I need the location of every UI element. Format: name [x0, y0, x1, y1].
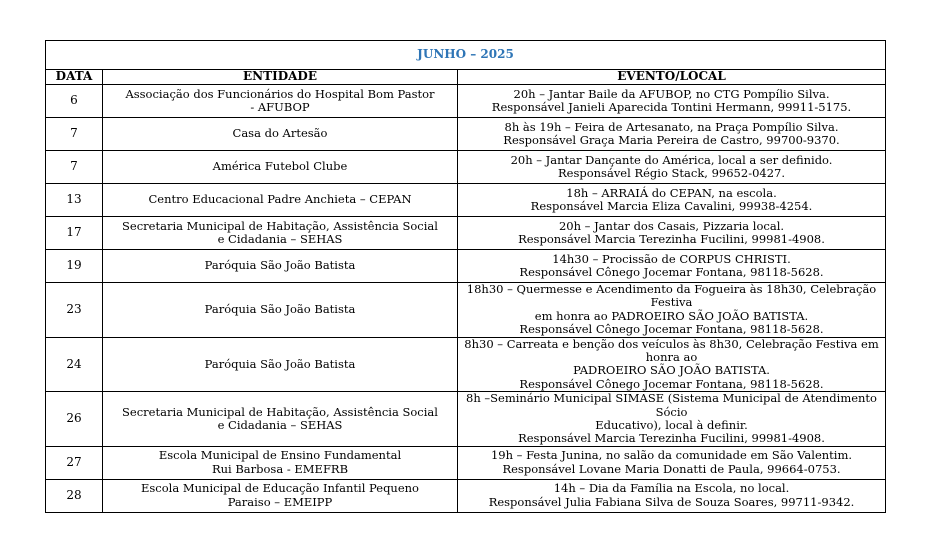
table-row [46, 250, 886, 283]
row-event [458, 479, 886, 512]
entity-line: Paróquia São João Batista [204, 302, 356, 317]
row-entity [103, 151, 458, 184]
table-row [46, 446, 886, 479]
row-event [458, 250, 886, 283]
month-title: JUNHO – 2025 [46, 41, 886, 70]
entity-line: e Cidadania – SEHAS [217, 418, 343, 433]
row-date: 13 [46, 184, 103, 217]
row-event [458, 118, 886, 151]
row-event [458, 392, 886, 447]
events-table [45, 40, 886, 513]
row-date: 26 [46, 392, 103, 447]
header-event: EVENTO/LOCAL [458, 70, 886, 85]
event-line: em honra ao PADROEIRO SÃO JOÃO BATISTA. [534, 308, 809, 323]
row-event [458, 337, 886, 392]
row-event [458, 151, 886, 184]
header-entity: ENTIDADE [103, 70, 458, 85]
event-line: Responsável Janieli Aparecida Tontini Hermann, 99911-5175. [491, 100, 852, 114]
row-date: 7 [46, 118, 103, 151]
entity-line: Casa do Artesão [232, 126, 328, 141]
row-entity [103, 283, 458, 338]
table-row [46, 184, 886, 217]
header-date: DATA [46, 70, 103, 85]
row-event [458, 217, 886, 250]
event-line: Responsável Cônego Jocemar Fontana, 98118-5628. [519, 376, 824, 391]
event-line: Responsável Julia Fabiana Silva de Souza Soares, 99711-9342. [488, 494, 855, 509]
event-line: Responsável Lovane Maria Donatti de Paula, 99664-0753. [502, 461, 841, 476]
row-event [458, 85, 886, 118]
event-line: 20h – Jantar Dançante do América, local a ser definido. [510, 152, 833, 167]
event-line: 8h às 19h – Feira de Artesanato, na Praça Pompílio Silva. [504, 119, 839, 134]
row-date: 6 [46, 85, 103, 118]
row-entity [103, 217, 458, 250]
entity-line: e Cidadania – SEHAS [217, 232, 343, 246]
event-line: Responsável Cônego Jocemar Fontana, 98118-5628. [519, 322, 824, 337]
row-date: 28 [46, 479, 103, 512]
entity-line: Paraiso – EMEIPP [227, 494, 333, 509]
header-row [46, 70, 886, 85]
row-date: 17 [46, 217, 103, 250]
row-entity [103, 118, 458, 151]
row-entity [103, 446, 458, 479]
table-row [46, 283, 886, 338]
entity-line: Rui Barbosa - EMEFRB [211, 461, 349, 476]
row-entity [103, 392, 458, 447]
events-sheet [45, 40, 885, 513]
row-entity [103, 337, 458, 392]
row-date: 23 [46, 283, 103, 338]
table-row [46, 337, 886, 392]
row-date: 24 [46, 337, 103, 392]
event-line: Responsável Cônego Jocemar Fontana, 98118-5628. [519, 265, 824, 279]
entity-line: Centro Educacional Padre Anchieta – CEPAN [148, 192, 412, 207]
entity-line: Paróquia São João Batista [204, 258, 356, 273]
table-row [46, 151, 886, 184]
row-event [458, 446, 886, 479]
table-row [46, 118, 886, 151]
event-line: Responsável Marcia Terezinha Fucilini, 99981-4908. [518, 232, 825, 246]
event-line: 8h –Seminário Municipal SIMASE (Sistema Municipal de Atendimento Sócio [466, 391, 877, 419]
entity-line: Escola Municipal de Educação Infantil Pequeno [141, 481, 419, 496]
table-row [46, 392, 886, 447]
event-line: 19h – Festa Junina, no salão da comunidade em São Valentim. [490, 448, 853, 463]
table-row [46, 85, 886, 118]
event-line: Responsável Marcia Eliza Cavalini, 99938-4254. [530, 199, 813, 213]
entity-line: Associação dos Funcionários do Hospital Bom Pastor [125, 86, 435, 101]
row-entity [103, 85, 458, 118]
table-row [46, 217, 886, 250]
event-line: PADROEIRO SÃO JOÃO BATISTA. [573, 363, 770, 378]
event-line: 14h30 – Procissão de CORPUS CHRISTI. [552, 251, 791, 266]
event-line: 18h30 – Quermesse e Acendimento da Fogueira às 18h30, Celebração Festiva [466, 282, 877, 310]
event-line: 20h – Jantar Baile da AFUBOP, no CTG Pompílio Silva. [513, 86, 830, 101]
row-date: 19 [46, 250, 103, 283]
entity-line: Paróquia São João Batista [204, 356, 356, 371]
entity-line: Escola Municipal de Ensino Fundamental [158, 448, 402, 463]
event-line: 14h – Dia da Família na Escola, no local. [553, 481, 790, 496]
row-date: 7 [46, 151, 103, 184]
event-line: 8h30 – Carreata e benção dos veículos às 8h30, Celebração Festiva em honra ao [464, 336, 879, 365]
entity-line: América Futebol Clube [212, 159, 348, 174]
row-date: 27 [46, 446, 103, 479]
row-event [458, 283, 886, 338]
title-row [46, 41, 886, 70]
table-body [46, 85, 886, 513]
entity-line: Secretaria Municipal de Habitação, Assistência Social [122, 218, 438, 233]
event-line: Responsável Régio Stack, 99652-0427. [558, 166, 786, 180]
entity-line: - AFUBOP [250, 100, 310, 114]
event-line: Educativo), local à definir. [595, 418, 748, 433]
table-row [46, 479, 886, 512]
row-entity [103, 184, 458, 217]
event-line: Responsável Graça Maria Pereira de Castro, 99700-9370. [503, 133, 840, 147]
event-line: 18h – ARRAIÁ do CEPAN, na escola. [566, 185, 777, 200]
row-event [458, 184, 886, 217]
event-line: 20h – Jantar dos Casais, Pizzaria local. [558, 218, 785, 233]
entity-line: Secretaria Municipal de Habitação, Assistência Social [122, 404, 438, 419]
event-line: Responsável Marcia Terezinha Fucilini, 99981-4908. [518, 431, 825, 446]
row-entity [103, 479, 458, 512]
row-entity [103, 250, 458, 283]
